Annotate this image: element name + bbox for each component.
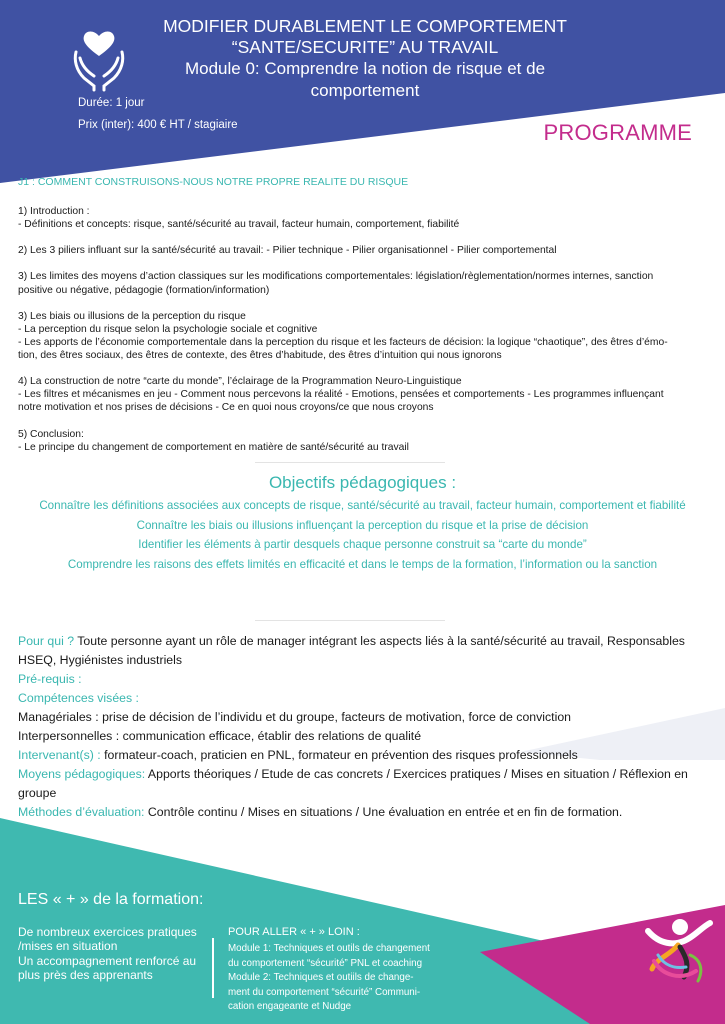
program-block [18,205,698,231]
footer-separator [212,938,214,998]
program-line: 3) Les limites des moyens d’action classiques sur les modifications comportementales: législation/règlementation/normes internes, sanction [18,271,654,283]
intervenants-text: formateur-coach, praticien en PNL, formateur en prévention des risques professionnels [100,748,578,762]
title-line-2: “SANTE/SECURITE” AU TRAVAIL [231,37,499,57]
objectif-item: Connaître les définitions associées aux concepts de risque, santé/sécurité au travail, facteur humain, comportement et fiabilité [39,499,686,512]
methodes-label: Méthodes d’évaluation: [18,805,145,819]
moyens [18,765,698,803]
moyens-label: Moyens pédagogiques: [18,767,146,781]
program-block [18,310,698,362]
pour-qui [18,632,698,670]
prix: Prix (inter): 400 € HT / stagiaire [78,119,238,131]
program-line: - Définitions et concepts: risque, santé/sécurité au travail, facteur humain, comportement, fiabilité [18,219,460,231]
plus-line: /mises en situation [18,939,118,954]
info-block [18,632,698,822]
intervenants-label: Intervenant(s) : [18,748,101,762]
pour-qui-text: Toute personne ayant un rôle de manager intégrant les aspects liés à la santé/sécurité au travail, Responsables HSEQ, Hygiénistes industriels [18,634,685,667]
methodes [18,803,698,822]
day-section-title: J1 : COMMENT CONSTRUISONS-NOUS NOTRE PROPRE REALITE DU RISQUE [18,176,409,188]
aller-line: Module 2: Techniques et outiils de change- [228,972,414,984]
objectif-item: Comprendre les raisons des effets limités en efficacité et dans le temps de la formation, l’information ou la sanction [67,557,658,571]
person-logo-icon [640,915,716,991]
objectifs-title: Objectifs pédagogiques : [268,473,457,492]
objectifs-list [0,496,725,574]
program-body [18,205,698,467]
heart-hands-icon [70,26,128,92]
intervenants [18,746,698,765]
program-line: 2) Les 3 piliers influant sur la santé/sécurité au travail: - Pilier technique - Pilier organisationnel - Pilier comportemental [18,245,557,257]
program-block [18,428,698,454]
plus-line: plus près des apprenants [18,967,153,982]
program-block [18,270,698,296]
program-line: - Les filtres et mécanismes en jeu - Comment nous percevons la réalité - Emotions, pensées et comportements - Les programmes influençant [18,389,664,401]
aller-text [228,942,448,1015]
moyens-text: Apports théoriques / Etude de cas concrets / Exercices pratiques / Mises en situation / Réflexion en groupe [18,767,688,800]
divider [255,462,445,463]
program-block [18,375,698,414]
program-line: tion, des êtres sociaux, des êtres de contexte, des êtres d’habitude, des êtres d’intuition qui nous ignorons [18,350,502,362]
program-line: - La perception du risque selon la psychologie sociale et cognitive [18,323,318,335]
plus-text [18,925,203,982]
aller-line: ment du comportement “sécurité” Communi- [228,986,421,998]
duree: Durée: 1 jour [78,97,145,109]
title-line-1: MODIFIER DURABLEMENT LE COMPORTEMENT [163,16,567,36]
program-line: 4) La construction de notre “carte du monde”, l’éclairage de la Programmation Neuro-Linguistique [18,376,462,388]
competence-interpersonnelles: Interpersonnelles : communication efficace, établir des relations de qualité [18,729,422,743]
methodes-text: Contrôle continu / Mises en situations / Une évaluation en entrée et en fin de formation. [144,805,623,819]
plus-line: Un accompagnement renforcé au [18,953,197,968]
program-line: notre motivation et nos prises de décisions - Ce en quoi nous croyons/ce que nous croyons [18,402,434,414]
divider [255,620,445,621]
header-title [150,16,580,102]
programme-heading: PROGRAMME [543,120,692,145]
program-line: 5) Conclusion: [18,428,84,440]
prerequis-label: Pré-requis : [18,672,82,686]
program-line: - Le principe du changement de comportement en matière de santé/sécurité au travail [18,441,409,453]
competence-manageriales: Managériales : prise de décision de l’individu et du groupe, facteurs de motivation, force de conviction [18,710,571,724]
competences-label: Compétences visées : [18,691,139,705]
aller-line: du comportement “sécurité” PNL et coaching [228,957,423,969]
aller-title: POUR ALLER « + » LOIN : [228,926,360,938]
pour-qui-label: Pour qui ? [18,634,75,648]
objectif-item: Connaître les biais ou illusions influençant la perception du risque et la prise de décision [136,518,589,532]
plus-line: De nombreux exercices pratiques [18,925,197,939]
program-line: positive ou négative, pédagogie (formation/information) [18,284,270,296]
module-line-1: Module 0: Comprendre la notion de risque et de [184,59,546,78]
aller-line: cation engageante et Nudge [228,1001,352,1013]
program-line: 3) Les biais ou illusions de la perception du risque [18,310,246,322]
objectif-item: Identifier les éléments à partir desquels chaque personne construit sa “carte du monde” [138,538,587,551]
module-line-2: comportement [310,81,420,100]
aller-line: Module 1: Techniques et outils de changement [228,943,430,954]
plus-title: LES « + » de la formation: [18,891,204,908]
program-line: - Les apports de l’économie comportementale dans la perception du risque et les facteurs de décision: la logique “chaotique”, des êtres d’émo- [18,336,668,348]
program-block [18,244,698,257]
program-line: 1) Introduction : [18,206,90,217]
